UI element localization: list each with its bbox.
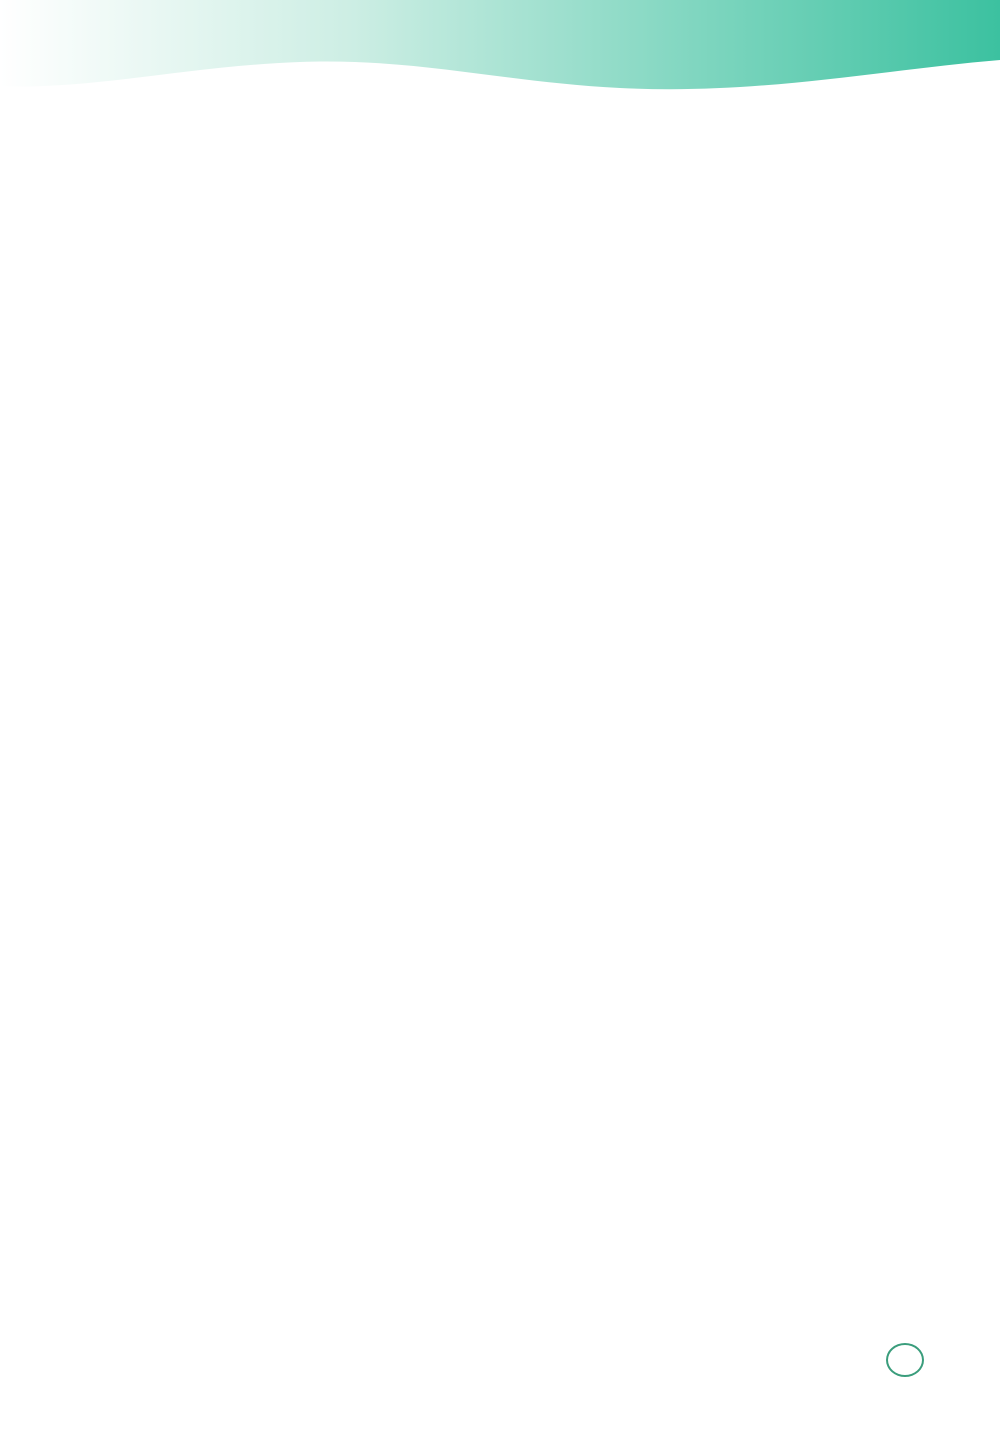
chart4-tree-growth <box>530 516 950 748</box>
watermark <box>840 1370 990 1430</box>
chart1-container <box>78 112 498 284</box>
chart3-factory-output <box>530 312 950 502</box>
header-wave-background <box>0 0 1000 100</box>
page-header <box>0 0 1000 100</box>
left-column <box>78 112 498 294</box>
right-column <box>530 112 950 756</box>
chart1-swimwear-downcoat <box>78 112 498 284</box>
chart2-alcohol <box>530 114 950 304</box>
